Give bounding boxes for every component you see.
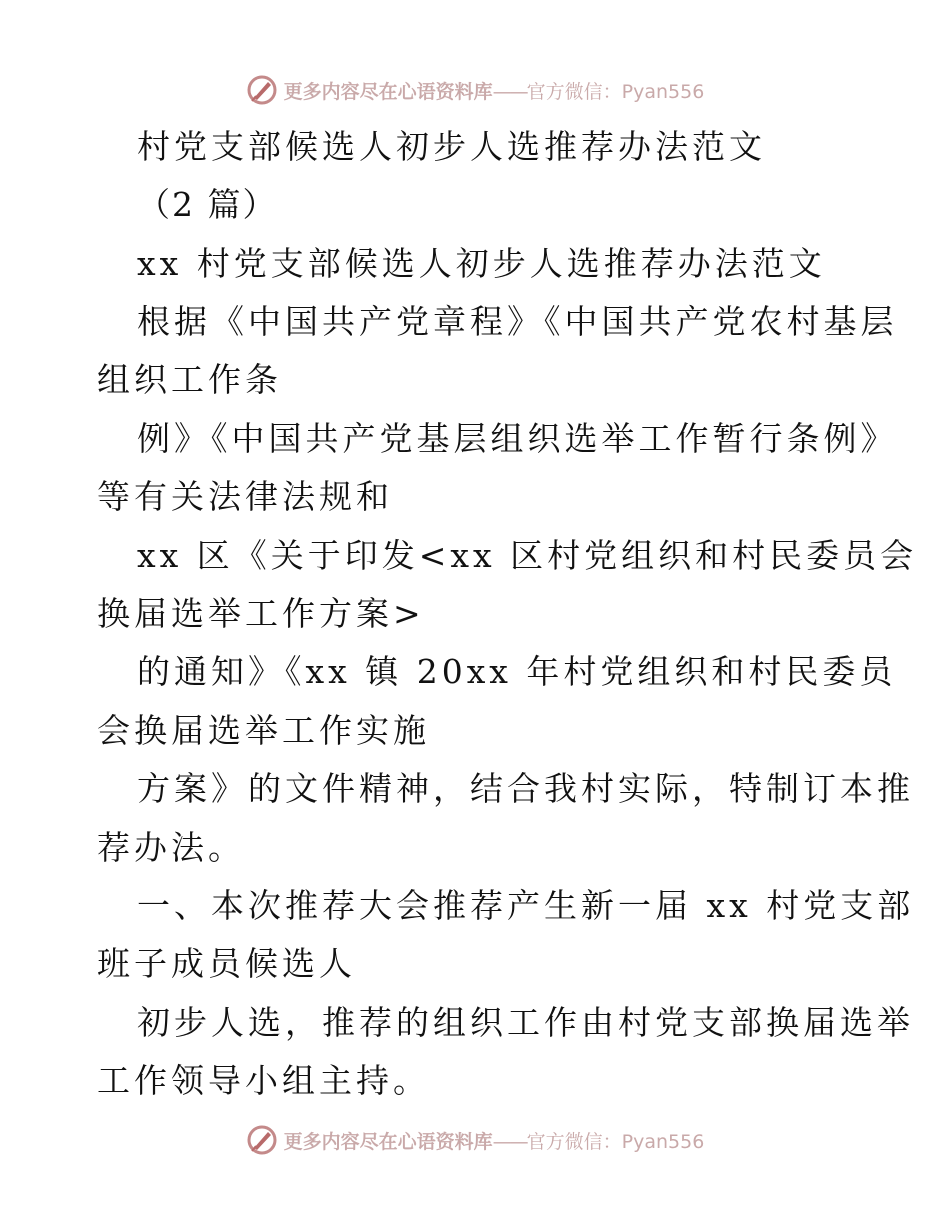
quill-logo-icon <box>246 74 278 106</box>
watermark-text <box>284 1127 705 1154</box>
watermark-brand: 更多内容尽在心语资料库 <box>283 80 493 103</box>
paragraph-line: 一、本次推荐大会推荐产生新一届 xx 村党支部 <box>137 886 915 925</box>
paragraph-line: 等有关法律法规和 <box>97 477 393 516</box>
watermark-wechat: 官方微信：Pyan556 <box>526 1130 705 1153</box>
paragraph-line: 的通知》《xx 镇 20xx 年村党组织和村民委员 <box>137 652 897 691</box>
paragraph-line: 例》《中国共产党基层组织选举工作暂行条例》 <box>137 419 898 458</box>
paragraph-line: 会换届选举工作实施 <box>97 711 430 750</box>
header-watermark <box>0 70 950 110</box>
document-title-line-1: 村党支部候选人初步人选推荐办法范文 <box>137 127 766 166</box>
paragraph-line: 荐办法。 <box>97 828 245 867</box>
watermark-dash: —— <box>492 1130 527 1153</box>
watermark-wechat: 官方微信：Pyan556 <box>526 80 705 103</box>
paragraph-line: 初步人选，推荐的组织工作由村党支部换届选举 <box>137 1003 914 1042</box>
paragraph-line: 组织工作条 <box>97 360 282 399</box>
watermark-text <box>284 77 705 104</box>
paragraph-line: xx 区《关于印发<xx 区村党组织和村民委员会 <box>137 536 918 575</box>
watermark-brand: 更多内容尽在心语资料库 <box>283 1130 493 1153</box>
paragraph-line: 工作领导小组主持。 <box>97 1061 430 1100</box>
footer-watermark <box>0 1120 950 1160</box>
paragraph-line: xx 村党支部候选人初步人选推荐办法范文 <box>137 244 826 283</box>
paragraph-line: 方案》的文件精神，结合我村实际，特制订本推 <box>137 769 914 808</box>
paragraph-line: 换届选举工作方案> <box>97 594 425 633</box>
paragraph-line: 根据《中国共产党章程》《中国共产党农村基层 <box>137 302 898 341</box>
quill-logo-icon <box>246 1124 278 1156</box>
paragraph-line: 班子成员候选人 <box>97 944 356 983</box>
document-title-line-2: （2 篇） <box>137 185 278 224</box>
watermark-dash: —— <box>492 80 527 103</box>
